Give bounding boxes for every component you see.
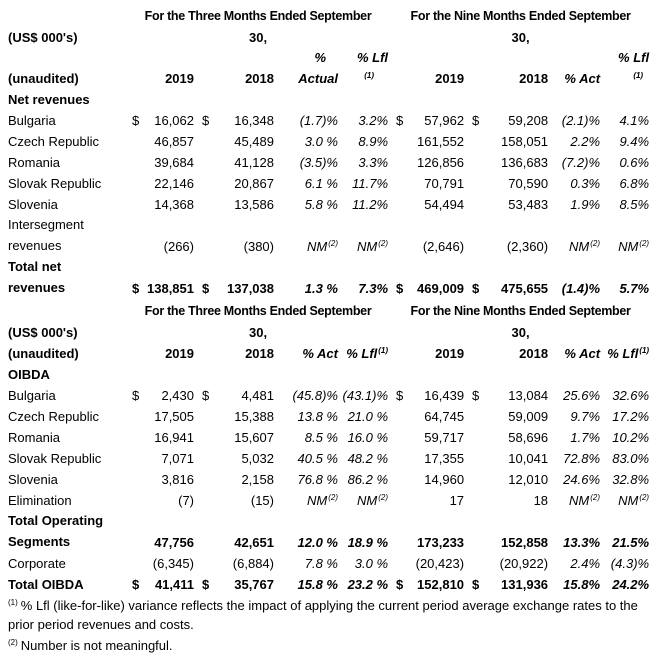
amount-value: 16,439 (424, 388, 465, 403)
amount-value: 20,867 (234, 176, 274, 191)
currency-note: (US$ 000's) (8, 30, 78, 45)
percent-value: 72.8% (563, 451, 601, 466)
table-row (8, 384, 651, 405)
row-label: Czech Republic (8, 409, 100, 424)
footnote-1-text: % Lfl (like-for-like) variance reflects the impact of applying the current period average exchange rates to the prior period revenues and costs. (8, 598, 638, 632)
currency-symbol (126, 214, 146, 256)
date-30: 30, (511, 325, 530, 340)
percent-value: NM$^{(2)}$ (307, 492, 338, 508)
percent-value: 40.5 % (297, 451, 338, 466)
amount-value: 14,960 (424, 472, 465, 487)
currency-symbol (390, 193, 412, 214)
amount-value: 47,756 (154, 535, 194, 550)
amount-value: 57,962 (424, 113, 465, 128)
table-row (8, 489, 651, 510)
percent-value: 3.0 % (304, 134, 338, 149)
percent-value: NM$^{(2)}$ (569, 238, 601, 254)
currency-symbol (466, 489, 492, 510)
table-row (8, 172, 651, 193)
percent-value: NM$^{(2)}$ (618, 492, 650, 508)
currency-symbol (126, 405, 146, 426)
amount-value: 475,655 (501, 281, 549, 296)
section1-header (8, 3, 651, 88)
footnote-ref: (2) (378, 238, 389, 248)
table-row (8, 151, 651, 172)
amount-value: 35,767 (234, 577, 274, 592)
section1-title: Net revenues (8, 92, 90, 107)
currency-symbol (196, 552, 222, 573)
currency-symbol: $ (396, 113, 404, 128)
row-label: Total net revenues (8, 259, 66, 295)
currency-note: (US$ 000's) (8, 325, 78, 340)
currency-symbol (466, 214, 492, 256)
row-label: Intersegment revenues (8, 217, 84, 253)
amount-value: (380) (243, 239, 274, 254)
percent-value: (45.8)% (292, 388, 338, 403)
amount-value: 7,071 (161, 451, 194, 466)
row-label: Slovenia (8, 197, 58, 212)
amount-value: 10,041 (508, 451, 549, 466)
currency-symbol (390, 426, 412, 447)
column-header-row (8, 67, 651, 88)
percent-value: 23.2 % (347, 577, 389, 592)
percent-value: 21.5% (612, 535, 650, 550)
percent-value: 5.8 % (304, 197, 338, 212)
currency-symbol (126, 426, 146, 447)
amount-value: 41,411 (154, 577, 194, 592)
currency-symbol (390, 405, 412, 426)
amount-value: 17,505 (154, 409, 194, 424)
date-30: 30, (248, 30, 268, 45)
amount-value: 59,208 (508, 113, 549, 128)
currency-symbol: $ (132, 577, 140, 592)
percent-value: 15.8 % (297, 577, 338, 592)
year-2018-3mo: 2018 (245, 346, 274, 361)
amount-value: 14,368 (154, 197, 194, 212)
amount-value: 17,355 (424, 451, 465, 466)
percent-value: 6.1 % (304, 176, 338, 191)
amount-value: (20,922) (499, 556, 549, 571)
amount-value: 16,062 (154, 113, 194, 128)
currency-symbol (126, 489, 146, 510)
pct-lfl-header: % Lfl$^{(1)}$ (607, 345, 650, 361)
amount-value: 15,388 (234, 409, 274, 424)
percent-value: NM$^{(2)}$ (307, 238, 338, 254)
currency-symbol (196, 468, 222, 489)
footnote-ref: (2) (328, 238, 338, 248)
table-row (8, 426, 651, 447)
amount-value: 46,857 (154, 134, 194, 149)
currency-symbol: $ (202, 113, 210, 128)
row-label: Bulgaria (8, 388, 56, 403)
oibda-section (8, 363, 651, 594)
three-months-title: For the Three Months Ended September (144, 304, 372, 318)
percent-value: 32.6% (612, 388, 650, 403)
currency-symbol: $ (202, 281, 210, 296)
currency-symbol (196, 447, 222, 468)
pct-act-header: % Act (564, 346, 601, 361)
percent-value: 1.9% (570, 197, 601, 212)
pct-header-row (8, 47, 651, 67)
percent-value: 1.7% (570, 430, 601, 445)
year-2018-9mo: 2018 (519, 346, 549, 361)
currency-symbol: $ (132, 113, 140, 128)
percent-value: 0.6% (619, 155, 650, 170)
currency-symbol (126, 468, 146, 489)
currency-symbol (126, 151, 146, 172)
amount-value: 70,590 (508, 176, 549, 191)
amount-value: 137,038 (227, 281, 274, 296)
amount-value: 59,717 (424, 430, 465, 445)
currency-symbol: $ (396, 281, 404, 296)
currency-symbol (126, 130, 146, 151)
date-30: 30, (511, 30, 530, 45)
percent-value: (43.1)% (342, 388, 389, 403)
percent-value: 13.8 % (297, 409, 338, 424)
currency-symbol (390, 172, 412, 193)
currency-symbol (126, 172, 146, 193)
row-label: Total OIBDA (8, 577, 84, 592)
percent-value: 13.3% (563, 535, 601, 550)
percent-value: 83.0% (612, 451, 650, 466)
amount-value: (2,360) (506, 239, 549, 254)
percent-value: 5.7% (619, 281, 650, 296)
footnote-ref: (2) (590, 492, 601, 502)
amount-value: 3,816 (161, 472, 194, 487)
date-row (8, 26, 651, 47)
table-row (8, 193, 651, 214)
amount-value: 131,936 (501, 577, 549, 592)
amount-value: (266) (163, 239, 194, 254)
percent-value: NM$^{(2)}$ (357, 238, 389, 254)
row-label: Total Operating Segments (8, 513, 104, 549)
row-label: Romania (8, 430, 61, 445)
percent-value: NM$^{(2)}$ (569, 492, 601, 508)
amount-value: (15) (250, 493, 274, 508)
currency-symbol (126, 510, 146, 552)
currency-symbol (196, 489, 222, 510)
percent-value: 7.3% (358, 281, 389, 296)
currency-symbol: $ (472, 388, 480, 403)
amount-value: 18 (533, 493, 549, 508)
percent-value: 3.2% (358, 113, 389, 128)
percent-value: 10.2% (612, 430, 650, 445)
percent-value: 9.7% (570, 409, 601, 424)
pct-lfl-header: % Lfl$^{(1)}$ (346, 345, 389, 361)
percent-value: 1.3 % (304, 281, 338, 296)
footnote-ref-1: (1) (633, 70, 644, 80)
percent-value: 3.3% (358, 155, 389, 170)
amount-value: 59,009 (508, 409, 549, 424)
period-title-row (8, 3, 651, 26)
row-label: Bulgaria (8, 113, 56, 128)
footnote-ref: (2) (590, 238, 601, 248)
year-2018-3mo: 2018 (245, 71, 274, 86)
row-label: Corporate (8, 556, 66, 571)
amount-value: 54,494 (424, 197, 465, 212)
percent-value: (3.5)% (299, 155, 338, 170)
footnote-ref: (2) (639, 238, 650, 248)
currency-symbol (466, 510, 492, 552)
percent-value: 48.2 % (347, 451, 389, 466)
section2-header (8, 298, 651, 363)
percent-value: (1.7)% (299, 113, 338, 128)
amount-value: 13,084 (508, 388, 549, 403)
amount-value: 22,146 (154, 176, 194, 191)
amount-value: 152,810 (417, 577, 465, 592)
table-row (8, 405, 651, 426)
amount-value: 45,489 (234, 134, 274, 149)
table-row (8, 552, 651, 573)
year-2019-9mo: 2019 (435, 346, 465, 361)
percent-value: 32.8% (612, 472, 650, 487)
currency-symbol (196, 130, 222, 151)
currency-symbol (466, 130, 492, 151)
currency-symbol (390, 151, 412, 172)
amount-value: 41,128 (234, 155, 274, 170)
pct-actual-header: Actual (298, 71, 338, 86)
currency-symbol (196, 405, 222, 426)
year-2018-9mo: 2018 (519, 71, 549, 86)
amount-value: (6,345) (152, 556, 194, 571)
currency-symbol (196, 214, 222, 256)
percent-value: 7.8 % (304, 556, 338, 571)
table-row (8, 130, 651, 151)
table-row (8, 214, 651, 256)
currency-symbol (126, 552, 146, 573)
percent-value: 11.7% (352, 176, 389, 191)
pct-header: % (314, 50, 326, 65)
amount-value: 12,010 (508, 472, 549, 487)
percent-value: 76.8 % (297, 472, 338, 487)
amount-value: 158,051 (501, 134, 549, 149)
table-row (8, 573, 651, 594)
percent-value: 21.0 % (347, 409, 389, 424)
year-2019-3mo: 2019 (165, 346, 194, 361)
footnote-2 (8, 636, 651, 653)
pct-lfl-header: % Lfl (618, 50, 650, 65)
footnote-ref-1: (1) (364, 70, 375, 80)
amount-value: 136,683 (501, 155, 549, 170)
percent-value: 3.0 % (354, 556, 389, 571)
percent-value: 16.0 % (347, 430, 389, 445)
amount-value: 126,856 (417, 155, 465, 170)
currency-symbol (196, 151, 222, 172)
currency-symbol (390, 510, 412, 552)
percent-value: 18.9 % (347, 535, 389, 550)
percent-value: NM$^{(2)}$ (357, 492, 389, 508)
nine-months-title: For the Nine Months Ended September (410, 9, 631, 23)
currency-symbol: $ (132, 281, 140, 296)
amount-value: 15,607 (234, 430, 274, 445)
footnote-2-marker: (2) (8, 637, 18, 647)
currency-symbol (196, 193, 222, 214)
unaudited-note: (unaudited) (8, 346, 79, 361)
footnote-ref: (2) (328, 492, 338, 502)
currency-symbol (196, 172, 222, 193)
percent-value: 25.6% (563, 388, 601, 403)
table-row (8, 468, 651, 489)
amount-value: 161,552 (417, 134, 465, 149)
pct-act-header: % Act (564, 71, 601, 86)
row-label: Slovak Republic (8, 451, 102, 466)
currency-symbol (126, 193, 146, 214)
amount-value: 53,483 (508, 197, 549, 212)
year-2019-3mo: 2019 (165, 71, 194, 86)
table-row (8, 447, 651, 468)
percent-value: 4.1% (619, 113, 650, 128)
percent-value: 11.2% (352, 197, 389, 212)
footnote-1 (8, 596, 651, 634)
section-title-row (8, 363, 651, 384)
percent-value: 24.2% (612, 577, 650, 592)
currency-symbol (466, 468, 492, 489)
currency-symbol (390, 130, 412, 151)
amount-value: 64,745 (424, 409, 465, 424)
row-label: Slovenia (8, 472, 58, 487)
currency-symbol: $ (202, 388, 210, 403)
currency-symbol (466, 426, 492, 447)
currency-symbol: $ (396, 577, 404, 592)
table-row (8, 256, 651, 298)
amount-value: (20,423) (415, 556, 465, 571)
pct-act-header: % Act (302, 346, 338, 361)
percent-value: (1.4)% (561, 281, 601, 296)
percent-value: 2.4% (570, 556, 601, 571)
footnote-2-text: Number is not meaningful. (20, 638, 173, 653)
currency-symbol (466, 172, 492, 193)
percent-value: 15.8% (563, 577, 601, 592)
percent-value: (7.2)% (561, 155, 601, 170)
amount-value: 4,481 (241, 388, 274, 403)
currency-symbol: $ (472, 281, 480, 296)
percent-value: 8.9% (358, 134, 389, 149)
three-months-title: For the Three Months Ended September (144, 9, 372, 23)
table-row (8, 109, 651, 130)
percent-value: 0.3% (570, 176, 601, 191)
amount-value: (7) (178, 493, 194, 508)
amount-value: 42,651 (234, 535, 274, 550)
currency-symbol (390, 552, 412, 573)
currency-symbol (466, 193, 492, 214)
percent-value: 9.4% (619, 134, 650, 149)
currency-symbol (390, 447, 412, 468)
currency-symbol (466, 447, 492, 468)
currency-symbol (466, 552, 492, 573)
currency-symbol (390, 468, 412, 489)
amount-value: (2,646) (422, 239, 465, 254)
footnote-1-marker: (1) (8, 597, 18, 607)
currency-symbol (126, 447, 146, 468)
percent-value: 12.0 % (297, 535, 338, 550)
row-label: Romania (8, 155, 61, 170)
column-header-row (8, 342, 651, 363)
year-2019-9mo: 2019 (435, 71, 465, 86)
footnote-ref: (2) (639, 492, 650, 502)
currency-symbol: $ (472, 113, 480, 128)
amount-value: 173,233 (417, 535, 465, 550)
currency-symbol: $ (396, 388, 404, 403)
results-table (8, 3, 651, 594)
row-label: Czech Republic (8, 134, 100, 149)
currency-symbol (196, 510, 222, 552)
amount-value: 16,348 (234, 113, 274, 128)
percent-value: 24.6% (563, 472, 601, 487)
amount-value: 5,032 (241, 451, 274, 466)
date-30: 30, (248, 325, 268, 340)
percent-value: 8.5 % (304, 430, 338, 445)
table-row (8, 510, 651, 552)
currency-symbol: $ (132, 388, 140, 403)
percent-value: 6.8% (619, 176, 650, 191)
amount-value: 2,430 (161, 388, 194, 403)
section2-title: OIBDA (8, 367, 50, 382)
amount-value: 70,791 (424, 176, 465, 191)
pct-lfl-header: % Lfl (356, 50, 389, 65)
amount-value: 58,696 (508, 430, 549, 445)
amount-value: 138,851 (147, 281, 194, 296)
percent-value: 17.2% (612, 409, 650, 424)
amount-value: 16,941 (154, 430, 194, 445)
amount-value: 39,684 (154, 155, 194, 170)
amount-value: 2,158 (241, 472, 274, 487)
currency-symbol: $ (472, 577, 480, 592)
percent-value: 8.5% (619, 197, 650, 212)
amount-value: 469,009 (417, 281, 465, 296)
currency-symbol (196, 426, 222, 447)
currency-symbol (466, 405, 492, 426)
nine-months-title: For the Nine Months Ended September (410, 304, 631, 318)
amount-value: 17 (449, 493, 465, 508)
row-label: Slovak Republic (8, 176, 102, 191)
footnote-ref: (2) (378, 492, 389, 502)
currency-symbol: $ (202, 577, 210, 592)
unaudited-note: (unaudited) (8, 71, 79, 86)
date-row (8, 321, 651, 342)
amount-value: (6,884) (232, 556, 274, 571)
amount-value: 13,586 (234, 197, 274, 212)
percent-value: 2.2% (570, 134, 601, 149)
percent-value: NM$^{(2)}$ (618, 238, 650, 254)
row-label: Elimination (8, 493, 72, 508)
percent-value: (2.1)% (561, 113, 601, 128)
net-revenues-section (8, 88, 651, 298)
section-title-row (8, 88, 651, 109)
percent-value: (4.3)% (610, 556, 650, 571)
percent-value: 86.2 % (347, 472, 389, 487)
currency-symbol (390, 489, 412, 510)
currency-symbol (390, 214, 412, 256)
currency-symbol (466, 151, 492, 172)
amount-value: 152,858 (501, 535, 549, 550)
period-title-row (8, 298, 651, 321)
